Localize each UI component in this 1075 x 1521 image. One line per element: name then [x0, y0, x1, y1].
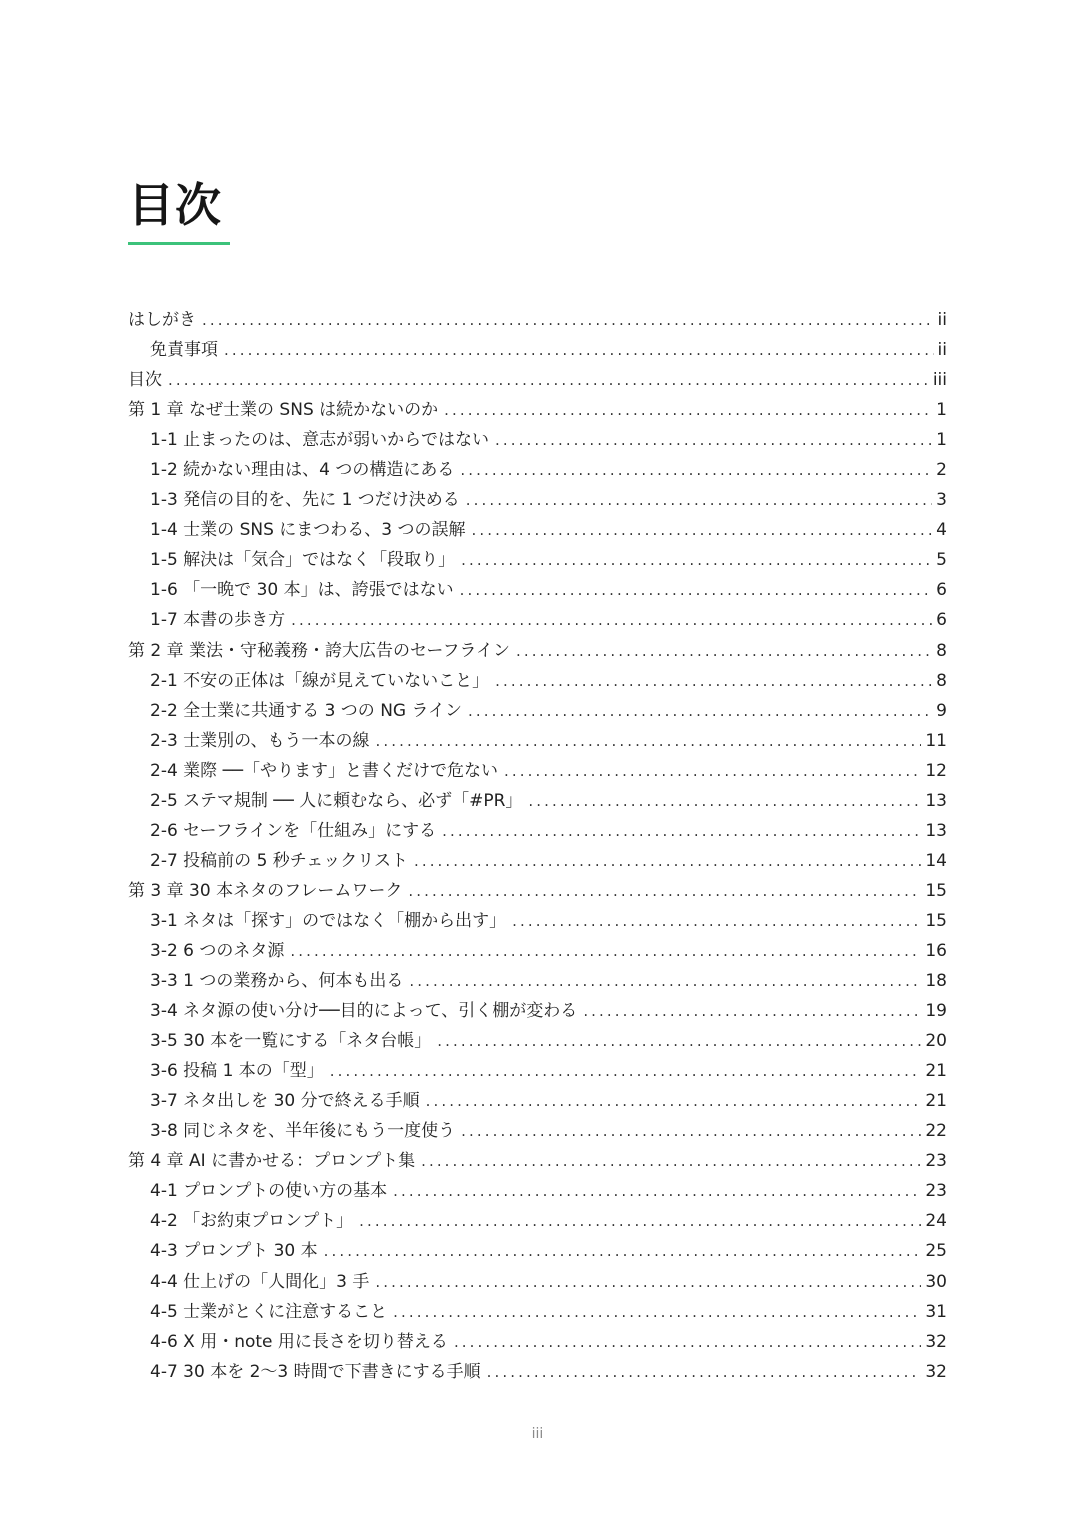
toc-entry-section[interactable] — [128, 1176, 947, 1206]
toc-entry-section[interactable] — [128, 575, 947, 605]
dot-leader — [487, 1357, 922, 1387]
toc-entry-chapter[interactable] — [128, 395, 947, 425]
toc-entry-chapter[interactable] — [128, 636, 947, 666]
toc-entry-page: 5 — [936, 550, 947, 571]
toc-entry-section[interactable] — [128, 1086, 947, 1116]
toc-entry-section[interactable] — [128, 666, 947, 696]
toc-entry-title: 3-5 30 本を一覧にする「ネタ台帳」 — [150, 1031, 432, 1052]
toc-entry-title: 第 2 章 業法・守秘義務・誇大広告のセーフライン — [128, 640, 510, 661]
dot-leader — [504, 756, 921, 786]
toc-entry-title: 2-6 セーフラインを「仕組み」にする — [150, 820, 437, 841]
toc-entry-page: 9 — [936, 700, 947, 721]
dot-leader — [512, 906, 921, 936]
toc-entry-title: 3-8 同じネタを、半年後にもう一度使う — [150, 1121, 456, 1142]
dot-leader — [461, 545, 932, 575]
dot-leader — [583, 996, 921, 1026]
toc-entry-title: 3-7 ネタ出しを 30 分で終える手順 — [150, 1091, 420, 1112]
toc-entry-title: 1-6 「一晩で 30 本」は、誇張ではない — [150, 580, 454, 601]
toc-entry-title: 1-2 続かない理由は、4 つの構造にある — [150, 460, 455, 481]
dot-leader — [421, 1146, 921, 1176]
toc-entry-page: ii — [937, 340, 947, 361]
toc-entry-title: 第 1 章 なぜ士業の SNS は続かないのか — [128, 400, 439, 421]
dot-leader — [324, 1236, 922, 1266]
toc-entry-title: 3-1 ネタは「探す」のではなく「棚から出す」 — [150, 910, 507, 931]
toc-entry-page: 20 — [925, 1031, 947, 1052]
toc-entry-page: 23 — [925, 1181, 947, 1202]
toc-entry-section[interactable] — [128, 936, 947, 966]
toc-entry-section[interactable] — [128, 696, 947, 726]
toc-entry-chapter[interactable] — [128, 365, 947, 395]
toc-entry-section[interactable] — [128, 1026, 947, 1056]
toc-entry-title: 目次 — [128, 370, 162, 391]
toc-entry-title: 3-4 ネタ源の使い分け──目的によって、引く棚が変わる — [150, 1001, 578, 1022]
toc-entry-page: ii — [937, 310, 947, 330]
dot-leader — [516, 636, 932, 666]
toc-entry-page: 22 — [925, 1121, 947, 1142]
dot-leader — [466, 485, 932, 515]
toc-entry-page: 3 — [936, 490, 947, 511]
page-title: 目次 — [128, 178, 222, 232]
toc-entry-page: iii — [932, 370, 947, 391]
dot-leader — [330, 1056, 922, 1086]
toc-entry-page: 32 — [925, 1361, 947, 1382]
toc-entry-title: 4-1 プロンプトの使い方の基本 — [150, 1181, 388, 1202]
toc-entry-page: 1 — [936, 400, 947, 421]
toc-entry-title: 4-7 30 本を 2〜3 時間で下書きにする手順 — [150, 1361, 481, 1382]
toc-entry-page: 18 — [925, 971, 947, 992]
toc-entry-section[interactable] — [128, 425, 947, 455]
toc-entry-chapter[interactable] — [128, 876, 947, 906]
toc-entry-title: 4-2 「お約束プロンプト」 — [150, 1211, 354, 1232]
dot-leader — [495, 666, 932, 696]
toc-entry-title: 3-6 投稿 1 本の「型」 — [150, 1061, 324, 1082]
toc-entry-section[interactable] — [128, 1327, 947, 1357]
dot-leader — [224, 335, 934, 365]
toc-entry-section[interactable] — [128, 1056, 947, 1086]
toc-entry-page: 12 — [925, 760, 947, 781]
dot-leader — [291, 605, 932, 635]
toc-entry-page: 13 — [925, 820, 947, 841]
toc-entry-title: はしがき — [128, 310, 196, 330]
toc-entry-title: 2-2 全士業に共通する 3 つの NG ライン — [150, 700, 462, 721]
dot-leader — [168, 365, 929, 395]
toc-entry-title: 2-4 業際 ──「やります」と書くだけで危ない — [150, 760, 499, 781]
toc-entry-page: 13 — [925, 790, 947, 811]
toc-entry-section[interactable] — [128, 1297, 947, 1327]
toc-entry-page: 6 — [936, 610, 947, 631]
toc-entry-title: 1-1 止まったのは、意志が弱いからではない — [150, 430, 489, 451]
dot-leader — [408, 876, 921, 906]
dot-leader — [426, 1086, 922, 1116]
dot-leader — [359, 1206, 921, 1236]
page-number: iii — [531, 1426, 544, 1442]
toc-entry-section[interactable] — [128, 816, 947, 846]
dot-leader — [202, 305, 934, 335]
toc-entry-title: 3-3 1 つの業務から、何本も出る — [150, 971, 404, 992]
toc-entry-section[interactable] — [128, 786, 947, 816]
dot-leader — [409, 966, 921, 996]
toc-entry-page: 24 — [925, 1211, 947, 1232]
dot-leader — [495, 425, 932, 455]
toc-entry-section[interactable] — [128, 485, 947, 515]
dot-leader — [454, 1327, 921, 1357]
toc-entry-section[interactable] — [128, 605, 947, 635]
dot-leader — [444, 395, 932, 425]
toc-entry-section[interactable] — [128, 455, 947, 485]
toc-entry-title: 2-1 不安の正体は「線が見えていないこと」 — [150, 670, 490, 691]
toc-entry-section[interactable] — [128, 515, 947, 545]
toc-entry-title: 2-7 投稿前の 5 秒チェックリスト — [150, 850, 408, 871]
toc-entry-title: 1-7 本書の歩き方 — [150, 610, 286, 631]
toc-entry-page: 6 — [936, 580, 947, 601]
toc-entry-page: 8 — [936, 640, 947, 661]
toc-entry-page: 1 — [936, 430, 947, 451]
dot-leader — [437, 1026, 921, 1056]
toc-entry-section[interactable] — [128, 756, 947, 786]
toc-entry-section[interactable] — [128, 1357, 947, 1387]
toc-entry-page: 16 — [925, 940, 947, 961]
toc-entry-page: 15 — [925, 880, 947, 901]
toc-entry-title: 2-5 ステマ規制 ── 人に頼むなら、必ず「#PR」 — [150, 790, 523, 811]
dot-leader — [528, 786, 921, 816]
toc-entry-section[interactable] — [128, 1116, 947, 1146]
toc-entry-section[interactable] — [128, 726, 947, 756]
toc-entry-section[interactable] — [128, 966, 947, 996]
dot-leader — [461, 1116, 921, 1146]
toc-entry-page: 8 — [936, 670, 947, 691]
dot-leader — [442, 816, 921, 846]
toc-entry-section[interactable] — [128, 906, 947, 936]
toc-entry-section[interactable] — [128, 1206, 947, 1236]
toc-entry-title: 4-5 士業がとくに注意すること — [150, 1301, 388, 1322]
toc-entry-section[interactable] — [128, 1267, 947, 1297]
toc-entry-page: 11 — [925, 730, 947, 751]
dot-leader — [375, 1267, 921, 1297]
toc-entry-page: 21 — [925, 1061, 947, 1082]
toc-entry-page: 21 — [925, 1091, 947, 1112]
dot-leader — [468, 696, 932, 726]
toc-entry-page: 19 — [925, 1001, 947, 1022]
dot-leader — [460, 575, 933, 605]
toc-entry-page: 2 — [936, 460, 947, 481]
toc-entry-page: 32 — [925, 1331, 947, 1352]
dot-leader — [393, 1297, 921, 1327]
toc-entry-section[interactable] — [128, 335, 947, 365]
toc-entry-title: 1-5 解決は「気合」ではなく「段取り」 — [150, 550, 456, 571]
toc-entry-section[interactable] — [128, 545, 947, 575]
dot-leader — [472, 515, 933, 545]
toc-entry-chapter[interactable] — [128, 305, 947, 335]
toc-entry-title: 1-4 士業の SNS にまつわる、3 つの誤解 — [150, 520, 466, 541]
toc-entry-page: 25 — [925, 1241, 947, 1262]
toc-heading-block — [128, 176, 230, 245]
table-of-contents — [128, 305, 947, 1387]
toc-entry-page: 15 — [925, 910, 947, 931]
toc-entry-page: 30 — [925, 1271, 947, 1292]
toc-entry-title: 4-6 X 用・note 用に長さを切り替える — [150, 1331, 448, 1352]
toc-entry-section[interactable] — [128, 996, 947, 1026]
dot-leader — [290, 936, 921, 966]
title-underline — [128, 242, 230, 245]
toc-entry-section[interactable] — [128, 846, 947, 876]
toc-entry-title: 第 3 章 30 本ネタのフレームワーク — [128, 880, 403, 901]
toc-entry-chapter[interactable] — [128, 1146, 947, 1176]
toc-entry-page: 23 — [925, 1151, 947, 1172]
toc-entry-title: 1-3 発信の目的を、先に 1 つだけ決める — [150, 490, 460, 511]
toc-entry-title: 第 4 章 AI に書かせる：プロンプト集 — [128, 1151, 416, 1172]
toc-entry-page: 14 — [925, 850, 947, 871]
dot-leader — [393, 1176, 921, 1206]
dot-leader — [376, 726, 922, 756]
toc-entry-title: 2-3 士業別の、もう一本の線 — [150, 730, 370, 751]
dot-leader — [414, 846, 921, 876]
toc-entry-page: 31 — [925, 1301, 947, 1322]
dot-leader — [460, 455, 932, 485]
toc-entry-page: 4 — [936, 520, 947, 541]
toc-entry-title: 4-4 仕上げの「人間化」3 手 — [150, 1271, 370, 1292]
toc-entry-title: 免責事項 — [150, 340, 218, 361]
toc-entry-title: 4-3 プロンプト 30 本 — [150, 1241, 318, 1262]
toc-entry-section[interactable] — [128, 1236, 947, 1266]
toc-entry-title: 3-2 6 つのネタ源 — [150, 940, 285, 961]
